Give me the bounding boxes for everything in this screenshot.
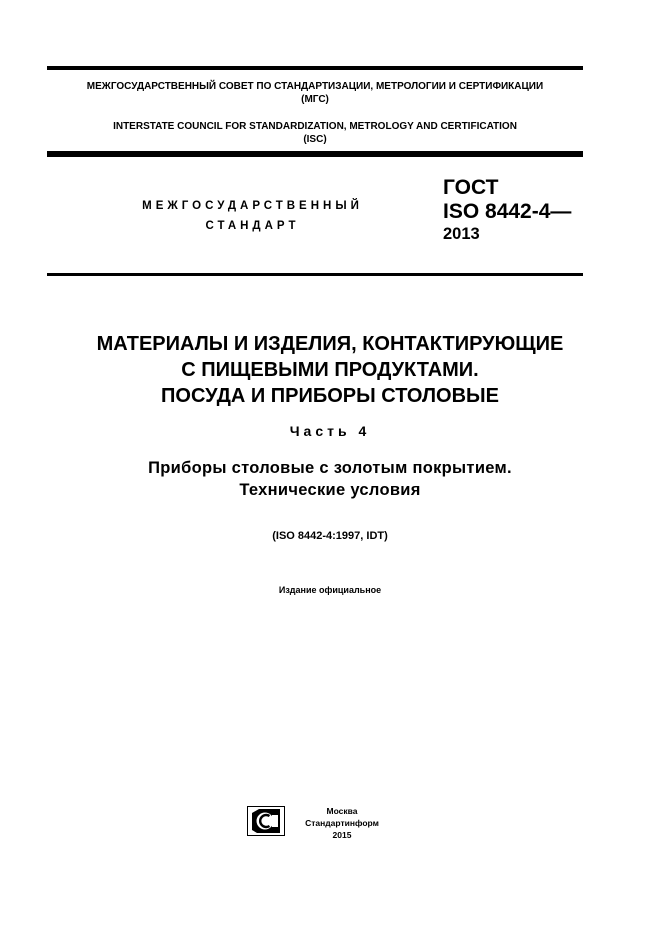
iso-reference: (ISO 8442-4:1997, IDT)	[272, 530, 388, 542]
gost-number: ISO 8442-4—	[443, 200, 572, 223]
council-en	[47, 120, 583, 146]
interstate-standard-label	[100, 196, 405, 236]
publisher-name: Стандартинформ	[305, 818, 379, 828]
council-ru-name: МЕЖГОСУДАРСТВЕННЫЙ СОВЕТ ПО СТАНДАРТИЗАЦИИ, МЕТРОЛОГИИ И СЕРТИФИКАЦИИ	[86, 81, 544, 92]
council-en-name: INTERSTATE COUNCIL FOR STANDARDIZATION, METROLOGY AND CERTIFICATION	[113, 121, 517, 132]
subtitle-line2: Технические условия	[239, 481, 421, 499]
council-ru-abbr: (МГС)	[301, 94, 329, 105]
gost-label: ГОСТ	[443, 176, 499, 199]
gost-year: 2013	[443, 225, 480, 243]
standartinform-logo-icon	[247, 806, 285, 836]
title-line3: ПОСУДА И ПРИБОРЫ СТОЛОВЫЕ	[161, 385, 499, 407]
designation-rule	[47, 273, 583, 276]
publisher-info	[299, 805, 385, 841]
interstate-line2: СТАНДАРТ	[205, 220, 300, 232]
document-subtitle	[30, 457, 630, 501]
council-en-abbr: (ISC)	[303, 134, 327, 145]
edition-note: Издание официальное	[278, 585, 382, 595]
part-number: Часть 4	[289, 423, 371, 439]
subtitle-line1: Приборы столовые с золотым покрытием.	[148, 459, 512, 477]
publisher-city: Москва	[326, 806, 358, 816]
top-rule	[47, 66, 583, 70]
interstate-line1: МЕЖГОСУДАРСТВЕННЫЙ	[142, 200, 363, 212]
document-title	[30, 331, 630, 409]
council-ru	[47, 80, 583, 106]
header-rule	[47, 151, 583, 157]
title-line1: МАТЕРИАЛЫ И ИЗДЕЛИЯ, КОНТАКТИРУЮЩИЕ	[96, 333, 564, 355]
title-line2: С ПИЩЕВЫМИ ПРОДУКТАМИ.	[181, 359, 479, 381]
gost-designation	[443, 176, 571, 244]
publisher-year: 2015	[332, 830, 352, 840]
